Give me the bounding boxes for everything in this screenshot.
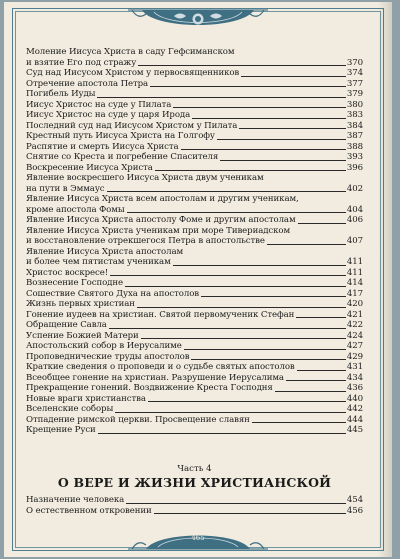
toc-line <box>26 142 363 153</box>
toc-entry <box>26 404 363 415</box>
toc-entry <box>26 415 363 426</box>
toc-entry <box>26 152 363 163</box>
toc-line <box>26 415 363 426</box>
toc-entry <box>26 68 363 79</box>
toc-entry <box>26 394 363 405</box>
toc-line <box>26 163 363 174</box>
toc-line <box>26 331 363 342</box>
dot-leader <box>150 86 346 87</box>
toc-page-number: 402 <box>346 183 363 194</box>
toc-entry <box>26 79 363 90</box>
toc-line <box>26 341 363 352</box>
toc-entry <box>26 373 363 384</box>
toc-entry <box>26 320 363 331</box>
dot-leader <box>109 328 346 329</box>
toc-line <box>26 362 363 373</box>
toc-entry <box>26 215 363 226</box>
toc-entry <box>26 331 363 342</box>
toc-entry-title: Гонение иудеев на христиан. Святой первомученик Стефан <box>26 309 295 320</box>
dot-leader <box>98 433 346 434</box>
toc-entry <box>26 268 363 279</box>
dot-leader <box>286 380 346 381</box>
toc-entry-title: и восстановление отрекшегося Петра в апостольстве <box>26 236 265 246</box>
toc-entry-title: Отпадение римской церкви. Просвещение славян <box>26 414 250 425</box>
toc-entry-title: Моление Иисуса Христа в саду Гефсиманском <box>26 47 235 57</box>
dot-leader <box>252 422 346 423</box>
toc-page-number: 387 <box>346 131 363 141</box>
part-header <box>26 464 363 490</box>
toc-entry-title: Явление Иисуса Христа апостолам <box>26 246 184 257</box>
toc-entry <box>26 194 363 215</box>
dot-leader <box>107 191 346 192</box>
dot-leader <box>201 296 346 297</box>
dot-leader <box>298 223 346 224</box>
toc-page-number: 380 <box>346 99 363 110</box>
toc-page-number: 384 <box>346 120 363 131</box>
part-title: О ВЕРЕ И ЖИЗНИ ХРИСТИАНСКОЙ <box>57 475 332 490</box>
toc-line <box>26 121 363 132</box>
table-of-contents <box>26 47 363 436</box>
toc-entry-title: Краткие сведения о проповеди и о судьбе святых апостолов <box>26 362 295 372</box>
page-shadow <box>378 2 392 557</box>
toc-entry-title: Погибель Иуды <box>26 89 96 99</box>
toc-entry-title: Сошествие Святого Духа на апостолов <box>26 288 200 299</box>
toc-entry-title: Явление Иисуса Христа ученикам при море Тивериадском <box>26 225 291 236</box>
toc-line <box>26 205 363 216</box>
toc-page-number: 411 <box>346 267 363 278</box>
toc-entry-title: Воскресение Иисуса Христа <box>26 162 153 173</box>
dot-leader <box>173 265 346 266</box>
dot-leader <box>115 412 346 413</box>
toc-page-number: 411 <box>346 257 363 267</box>
toc-entry <box>26 247 363 268</box>
toc-line <box>26 495 363 506</box>
page-number: 465 <box>191 534 205 542</box>
toc-page-number: 445 <box>346 425 363 435</box>
toc-page-number: 404 <box>346 204 363 215</box>
toc-entry <box>26 310 363 321</box>
toc-line <box>26 257 363 268</box>
toc-line <box>26 268 363 279</box>
toc-page-number: 417 <box>346 288 363 299</box>
toc-entry-title: Последний суд над Иисусом Христом у Пилата <box>26 120 238 131</box>
toc-entry <box>26 142 363 153</box>
toc-entry-title: кроме апостола Фомы <box>26 204 125 215</box>
toc-entry <box>26 47 363 68</box>
toc-line <box>26 289 363 300</box>
toc-page-number: 406 <box>346 215 363 225</box>
dot-leader <box>267 244 346 245</box>
dot-leader <box>184 349 346 350</box>
toc-page-number: 436 <box>346 383 363 393</box>
toc-page-number: 444 <box>346 414 363 425</box>
toc-entry-title: Явление Иисуса Христа апостолу Фоме и другим апостолам <box>26 215 296 225</box>
toc-page-number: 429 <box>346 351 363 362</box>
toc-entry-title: Обращение Савла <box>26 320 107 330</box>
dot-leader <box>110 275 346 276</box>
toc-entry <box>26 362 363 373</box>
dot-leader <box>148 401 346 402</box>
toc-entry-title: Вселенские соборы <box>26 404 114 414</box>
toc-line <box>26 506 363 517</box>
toc-entry-title: Вознесение Господне <box>26 278 123 288</box>
toc-line <box>26 58 363 69</box>
toc-line <box>26 310 363 321</box>
toc-page-number: 422 <box>346 320 363 330</box>
toc-page-number: 454 <box>346 495 363 505</box>
toc-line <box>26 100 363 111</box>
toc-entry-title: Иисус Христос на суде у Пилата <box>26 99 172 110</box>
toc-line <box>26 404 363 415</box>
toc-line <box>26 226 363 237</box>
toc-entry-title: Успение Божией Матери <box>26 330 139 341</box>
toc-line <box>26 68 363 79</box>
toc-entry-title: и взятие Его под стражу <box>26 57 137 68</box>
toc-entry-title: Суд над Иисусом Христом у первосвященников <box>26 68 240 78</box>
toc-line <box>26 236 363 247</box>
dot-leader <box>137 307 346 308</box>
toc-page-number: 442 <box>346 404 363 414</box>
toc-line <box>26 110 363 121</box>
dot-leader <box>239 128 346 129</box>
toc-page-number: 383 <box>346 110 363 120</box>
toc-line <box>26 79 363 90</box>
dot-leader <box>155 170 346 171</box>
toc-page-number: 424 <box>346 330 363 341</box>
dot-leader <box>241 76 346 77</box>
toc-line <box>26 373 363 384</box>
toc-entry <box>26 383 363 394</box>
dot-leader <box>125 286 346 287</box>
toc-line <box>26 89 363 100</box>
toc-line <box>26 194 363 205</box>
toc-entry <box>26 495 363 506</box>
toc-page-number: 396 <box>346 162 363 173</box>
toc-entry-title: Крестный путь Иисуса Христа на Голгофу <box>26 131 215 141</box>
toc-line <box>26 173 363 184</box>
toc-entry-title: Явление Иисуса Христа всем апостолам и другим ученикам, <box>26 194 299 204</box>
toc-entry-title: Всеобщее гонение на христиан. Разрушение Иерусалима <box>26 372 284 383</box>
toc-line <box>26 184 363 195</box>
toc-line <box>26 152 363 163</box>
toc-entry-title: Явление воскресшего Иисуса Христа двум ученикам <box>26 173 264 183</box>
toc-entry <box>26 89 363 100</box>
toc-entry-title: Отречение апостола Петра <box>26 78 149 89</box>
toc-page-number: 440 <box>346 393 363 404</box>
toc-page-number: 377 <box>346 78 363 89</box>
toc-entry <box>26 226 363 247</box>
toc-entry-title: Распятие и смерть Иисуса Христа <box>26 141 179 152</box>
dot-leader <box>173 107 346 108</box>
toc-line <box>26 247 363 258</box>
toc-page-number: 431 <box>346 362 363 372</box>
toc-page-number: 370 <box>346 57 363 68</box>
dot-leader <box>154 513 346 514</box>
toc-page-number: 420 <box>346 299 363 309</box>
toc-line <box>26 352 363 363</box>
toc-entry-title: Прекращение гонений. Воздвижение Креста Господня <box>26 383 273 393</box>
dot-leader <box>127 212 346 213</box>
dot-leader <box>220 160 346 161</box>
toc-line <box>26 425 363 436</box>
toc-page-number: 427 <box>346 341 363 351</box>
toc-entry-title: Апостольский собор в Иерусалиме <box>26 341 182 351</box>
toc-page-number: 456 <box>346 505 363 516</box>
toc-entry-title: и более чем пятистам ученикам <box>26 257 171 267</box>
toc-entry-title: Назначение человека <box>26 495 125 505</box>
toc-page-number: 379 <box>346 89 363 99</box>
toc-entry-title: Снятие со Креста и погребение Спасителя <box>26 152 219 162</box>
toc-entry <box>26 121 363 132</box>
dot-leader <box>275 391 346 392</box>
toc-page-number: 421 <box>346 309 363 320</box>
toc-entry-title: Новые враги христианства <box>26 393 146 404</box>
dot-leader <box>181 149 346 150</box>
toc-entry <box>26 425 363 436</box>
toc-line <box>26 215 363 226</box>
toc-entry <box>26 278 363 289</box>
dot-leader <box>97 97 345 98</box>
part-number: Часть 4 <box>177 464 212 474</box>
toc-page-number: 374 <box>346 68 363 78</box>
toc-page-number: 407 <box>346 236 363 246</box>
toc-page-number: 414 <box>346 278 363 288</box>
ornament-top-icon <box>124 4 272 34</box>
toc-page-number: 434 <box>346 372 363 383</box>
toc-entry-title: Крещение Руси <box>26 425 96 435</box>
toc-entry-title: Христос воскресе! <box>26 267 109 278</box>
toc-entry <box>26 100 363 111</box>
toc-entry <box>26 289 363 300</box>
toc-page-number: 388 <box>346 141 363 152</box>
toc-entry <box>26 299 363 310</box>
toc-line <box>26 383 363 394</box>
toc-entry-title: Жизнь первых христиан <box>26 299 135 309</box>
toc-entry-title: Иисус Христос на суде у царя Ирода <box>26 110 191 120</box>
dot-leader <box>126 503 346 504</box>
toc-line <box>26 131 363 142</box>
dot-leader <box>217 139 346 140</box>
book-page <box>4 2 392 557</box>
toc-entry <box>26 163 363 174</box>
toc-line <box>26 299 363 310</box>
toc-entry <box>26 352 363 363</box>
dot-leader <box>138 65 346 66</box>
toc-entry <box>26 131 363 142</box>
toc-line <box>26 320 363 331</box>
table-of-contents-part-4 <box>26 495 363 516</box>
toc-line <box>26 47 363 58</box>
toc-entry-title: О естественном откровении <box>26 505 152 516</box>
toc-line <box>26 278 363 289</box>
toc-entry-title: на пути в Эммаус <box>26 183 105 194</box>
toc-entry <box>26 110 363 121</box>
dot-leader <box>296 317 346 318</box>
toc-entry <box>26 506 363 517</box>
toc-entry <box>26 173 363 194</box>
toc-line <box>26 394 363 405</box>
dot-leader <box>192 118 346 119</box>
dot-leader <box>297 370 346 371</box>
toc-entry <box>26 341 363 352</box>
dot-leader <box>141 338 346 339</box>
dot-leader <box>191 359 345 360</box>
toc-page-number: 393 <box>346 152 363 162</box>
toc-entry-title: Проповеднические труды апостолов <box>26 351 190 362</box>
